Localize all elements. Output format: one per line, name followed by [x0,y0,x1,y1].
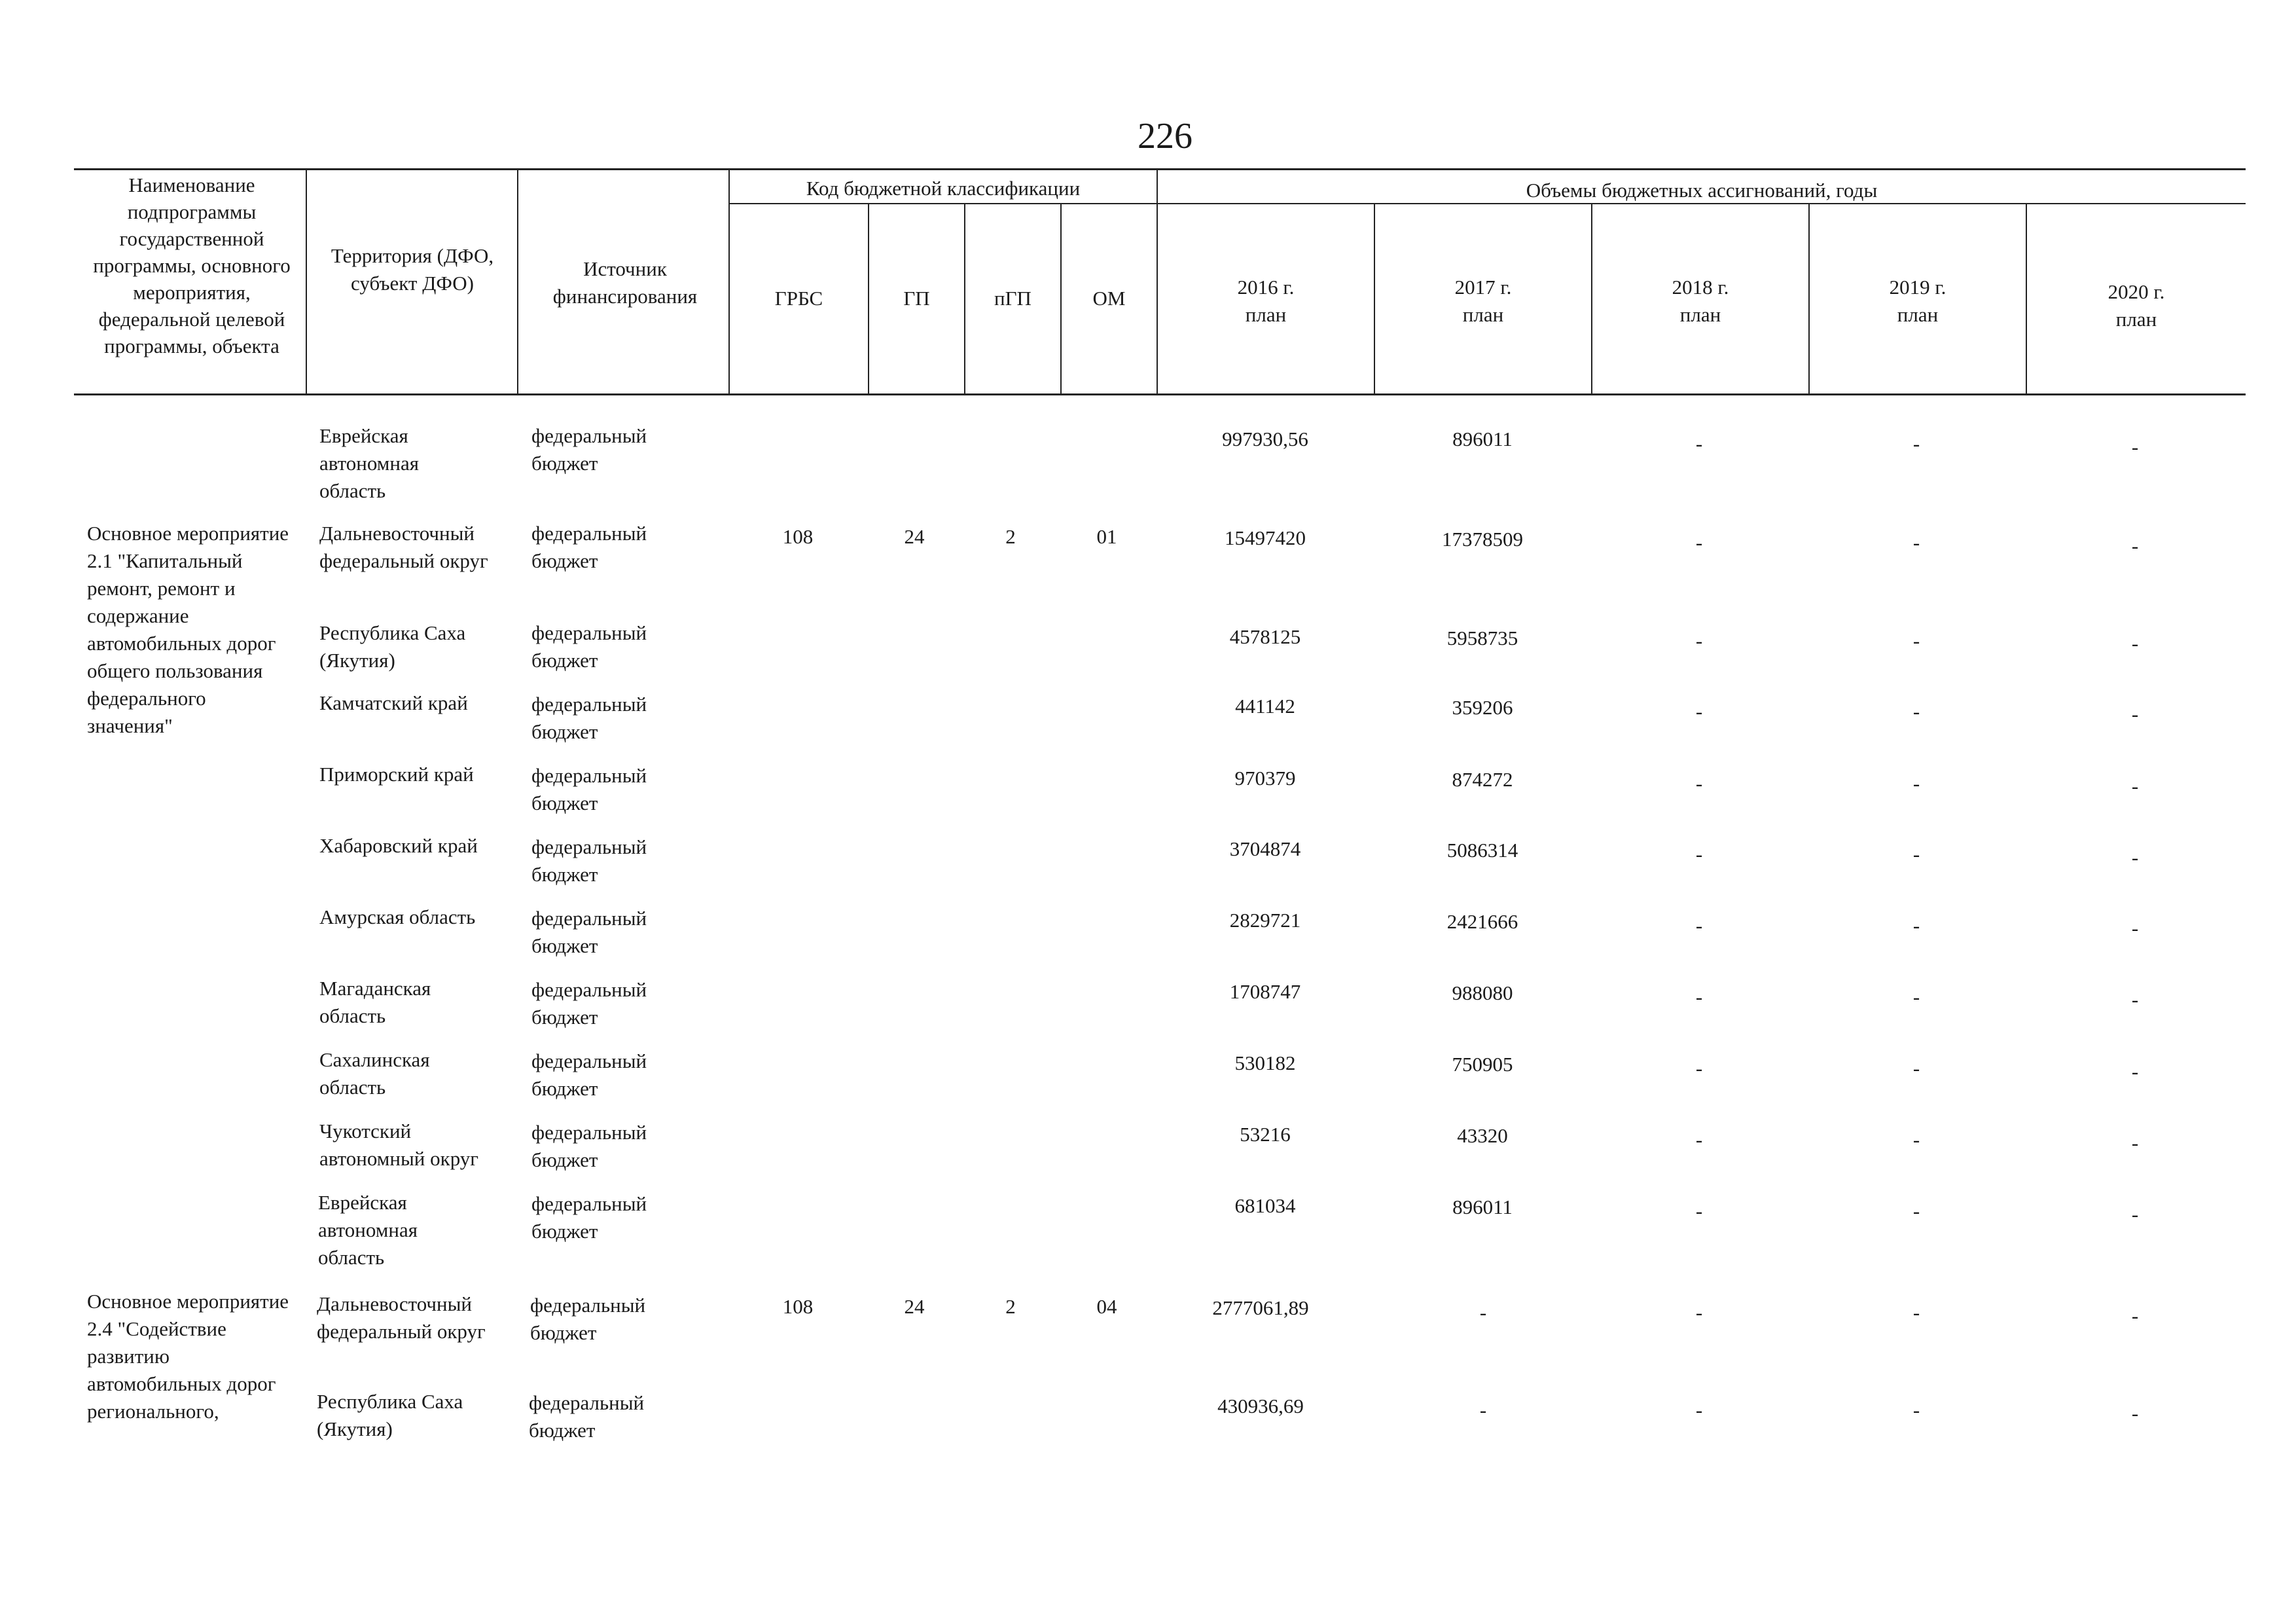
value-2018: - [1695,1057,1703,1080]
value-gp: 24 [904,525,925,548]
table-row-source: федеральный бюджет [531,693,647,743]
value-2017: 874272 [1452,768,1513,791]
year-label: 2017 г. [1454,276,1512,299]
value-2020: - [2131,1304,2139,1327]
value-2019: - [1912,700,1920,723]
value-2019: - [1912,843,1920,866]
value-2020: - [2131,1402,2139,1425]
value-2018: - [1695,629,1703,652]
table-row-territory: Дальневосточный федеральный округ [317,1292,486,1343]
plan-label: план [1245,303,1287,326]
table-row-territory: Чукотский автономный округ [319,1120,479,1170]
header-top-rule [74,168,2246,170]
value-2020: - [2131,988,2139,1011]
value-2017: - [1479,1398,1487,1421]
measure-2-1-name: Основное мероприятие 2.1 "Капитальный ремонт, ремонт и содержание автомобильных дорог общего пользования федерального значения" [87,522,289,737]
value-2017: 17378509 [1442,528,1523,551]
value-2017: 988080 [1452,981,1513,1004]
value-pgp: 2 [1005,1295,1016,1318]
table-row-territory: Еврейская автономная область [319,424,419,502]
value-2017: 5086314 [1446,839,1518,862]
value-2019: - [1912,914,1920,937]
header-territory-column: Территория (ДФО, субъект ДФО) [331,244,494,295]
value-2018: - [1695,1199,1703,1222]
value-2020: - [2131,846,2139,869]
value-2019: - [1912,985,1920,1008]
table-row-territory: Амурская область [319,905,476,928]
table-row-territory: Хабаровский край [319,834,478,857]
value-2016: 2777061,89 [1212,1296,1309,1319]
plan-label: план [1462,303,1504,326]
plan-label: план [2115,308,2157,331]
value-2016: 4578125 [1229,625,1301,648]
value-2020: - [2131,632,2139,655]
header-year-2018 [1592,274,1808,329]
value-2016: 15497420 [1225,526,1306,549]
table-row-territory: Приморский край [319,763,474,786]
value-2017: 896011 [1452,428,1513,450]
value-2017: 5958735 [1446,627,1518,649]
page-number: 226 [1138,116,1193,156]
value-2020: - [2131,435,2139,458]
table-row-territory: Сахалинская область [319,1048,430,1099]
value-2017: - [1479,1301,1487,1324]
header-divider [517,170,518,395]
header-divider [306,170,307,395]
header-om: ОМ [1092,287,1126,310]
value-2016: 430936,69 [1217,1395,1304,1417]
header-pgp: пГП [994,287,1031,310]
table-row-source: федеральный бюджет [531,1049,647,1100]
value-2020: - [2131,534,2139,557]
value-2019: - [1912,1128,1920,1151]
table-row-territory: Республика Саха (Якутия) [319,621,466,672]
table-row-territory: Магаданская область [319,977,431,1027]
table-row-source: федеральный бюджет [531,764,647,814]
value-2019: - [1912,1398,1920,1421]
table-row-territory: Дальневосточный федеральный округ [319,522,488,572]
value-2020: - [2131,1203,2139,1226]
table-row-territory: Еврейская автономная область [318,1191,418,1269]
value-2019: - [1912,531,1920,554]
table-row-source: федеральный бюджет [531,978,647,1029]
header-year-2019 [1810,274,2026,329]
value-2018: - [1695,772,1703,795]
value-2018: - [1695,1128,1703,1151]
value-2019: - [1912,1199,1920,1222]
header-year-2020 [2027,278,2246,333]
value-2018: - [1695,700,1703,723]
value-grbs: 108 [782,1295,814,1318]
value-2017: 896011 [1452,1195,1513,1218]
plan-label: план [1679,303,1721,326]
table-row-source: федеральный бюджет [531,522,647,572]
table-row-source: федеральный бюджет [531,907,647,957]
value-2018: - [1695,432,1703,455]
value-2019: - [1912,772,1920,795]
table-row-territory: Камчатский край [319,691,468,714]
value-2016: 53216 [1240,1123,1291,1146]
value-2016: 1708747 [1229,980,1301,1003]
header-bottom-rule [74,393,2246,395]
value-om: 01 [1096,525,1117,548]
table-row-source: федеральный бюджет [529,1391,645,1442]
header-name-column: Наименование подпрограммы государственной программы, основного мероприятия, федеральной целевой программы, объекта [93,173,291,357]
value-2017: 43320 [1457,1124,1508,1147]
year-label: 2018 г. [1672,276,1729,299]
value-gp: 24 [904,1295,925,1318]
value-2016: 3704874 [1229,837,1301,860]
value-2018: - [1695,985,1703,1008]
year-label: 2016 г. [1237,276,1295,299]
value-om: 04 [1096,1295,1117,1318]
year-label: 2019 г. [1889,276,1946,299]
header-year-2016 [1158,274,1374,329]
header-volumes-group: Объемы бюджетных ассигнований, годы [1526,179,1878,202]
value-2019: - [1912,629,1920,652]
value-2017: 359206 [1452,696,1513,719]
value-2016: 2829721 [1229,909,1301,932]
table-row-source: федеральный бюджет [531,621,647,672]
value-2018: - [1695,1301,1703,1324]
value-grbs: 108 [782,525,814,548]
value-2020: - [2131,1060,2139,1083]
table-row-source: федеральный бюджет [531,835,647,886]
value-2018: - [1695,1398,1703,1421]
value-2016: 441142 [1235,695,1295,718]
header-gp: ГП [903,287,930,310]
table-row-source: федеральный бюджет [530,1294,646,1344]
value-2016: 681034 [1234,1194,1296,1217]
header-grbs: ГРБС [774,287,823,310]
value-2017: 2421666 [1446,910,1518,933]
value-2018: - [1695,531,1703,554]
value-2020: - [2131,702,2139,725]
value-2020: - [2131,917,2139,939]
value-2017: 750905 [1452,1053,1513,1076]
value-2019: - [1912,1057,1920,1080]
value-2016: 530182 [1234,1051,1296,1074]
header-kbk-group: Код бюджетной классификации [806,177,1081,200]
header-source-column: Источник финансирования [552,257,698,308]
value-pgp: 2 [1005,525,1016,548]
table-row-source: федеральный бюджет [531,1192,647,1243]
table-row-territory: Республика Саха (Якутия) [317,1390,463,1440]
table-row-source: федеральный бюджет [531,1121,647,1171]
value-2018: - [1695,843,1703,866]
value-2019: - [1912,1301,1920,1324]
value-2020: - [2131,1131,2139,1154]
plan-label: план [1897,303,1939,326]
header-divider [728,170,730,395]
header-year-2017 [1375,274,1591,329]
value-2020: - [2131,775,2139,797]
value-2019: - [1912,432,1920,455]
value-2016: 997930,56 [1222,428,1308,450]
value-2018: - [1695,914,1703,937]
value-2016: 970379 [1234,767,1296,790]
table-row-source: федеральный бюджет [531,424,647,475]
year-label: 2020 г. [2108,280,2165,303]
measure-2-4-name: Основное мероприятие 2.4 "Содействие развитию автомобильных дорог регионального, [87,1290,289,1423]
